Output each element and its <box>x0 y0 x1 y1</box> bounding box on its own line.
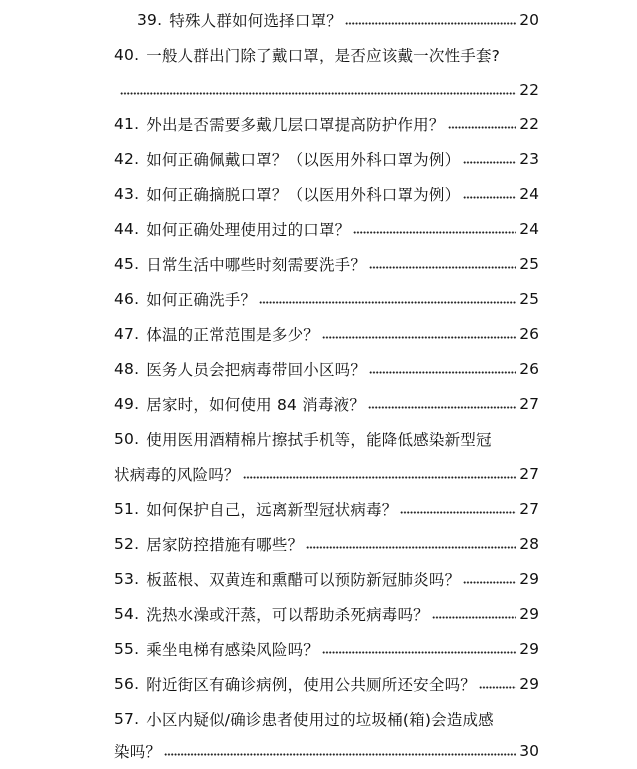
toc-entry-title: 如何正确佩戴口罩？（以医用外科口罩为例） <box>146 150 461 169</box>
toc-entry-53[interactable] <box>114 561 539 596</box>
toc-entry-title: 板蓝根、双黄连和熏醋可以预防新冠肺炎吗？ <box>146 570 461 589</box>
toc-entry-number: 44. <box>114 219 140 238</box>
toc-entry-page: 27 <box>519 499 539 518</box>
toc-entry-title: 洗热水澡或汗蒸，可以帮助杀死病毒吗？ <box>146 605 429 624</box>
toc-entry-51[interactable] <box>114 491 539 526</box>
toc-entry-43[interactable] <box>114 176 539 211</box>
dot-leader <box>120 83 516 97</box>
dot-leader <box>400 502 516 516</box>
toc-entry-number: 47. <box>114 324 140 343</box>
toc-entry-title: 外出是否需要多戴几层口罩提高防护作用？ <box>146 115 445 134</box>
toc-entry-title: 特殊人群如何选择口罩？ <box>169 11 342 30</box>
dot-leader <box>463 152 516 166</box>
toc-entry-title: 居家时，如何使用 84 消毒液？ <box>146 395 366 414</box>
toc-entry-number: 51. <box>114 499 140 518</box>
toc-entry-56[interactable] <box>114 666 539 701</box>
dot-leader <box>448 117 517 131</box>
dot-leader <box>322 642 516 656</box>
toc-entry-page: 20 <box>519 10 539 29</box>
toc-entry-44[interactable] <box>114 211 539 246</box>
toc-entry-title: 如何保护自己，远离新型冠状病毒？ <box>146 500 398 519</box>
toc-entry-number: 53. <box>114 569 140 588</box>
toc-entry-number: 48. <box>114 359 140 378</box>
dot-leader <box>353 222 516 236</box>
toc-entry-page: 26 <box>519 324 539 343</box>
toc-entry-title-continued: 染吗？ <box>114 742 162 761</box>
dot-leader <box>369 362 516 376</box>
dot-leader <box>164 744 516 758</box>
toc-entry-number: 55. <box>114 639 140 658</box>
toc-entry-title: 附近街区有确诊病例，使用公共厕所还安全吗？ <box>146 675 476 694</box>
toc-entry-number: 43. <box>114 184 140 203</box>
dot-leader <box>432 607 516 621</box>
toc-entry-55[interactable] <box>114 631 539 666</box>
toc-entry-number: 52. <box>114 534 140 553</box>
toc-entry-page: 26 <box>519 359 539 378</box>
toc-entry-page: 25 <box>519 254 539 273</box>
toc-entry-number: 42. <box>114 149 140 168</box>
toc-entry-number: 40. <box>114 45 140 64</box>
toc-entry-title: 一般人群出门除了戴口罩，是否应该戴一次性手套? <box>146 46 501 65</box>
toc-entry-page: 28 <box>519 534 539 553</box>
toc-entry-39[interactable] <box>137 2 539 37</box>
toc-entry-title: 医务人员会把病毒带回小区吗？ <box>146 360 367 379</box>
toc-entry-page: 30 <box>519 741 539 760</box>
toc-entry-40[interactable] <box>114 37 539 72</box>
toc-entry-number: 39. <box>137 10 163 29</box>
dot-leader <box>463 572 516 586</box>
dot-leader <box>479 677 516 691</box>
toc-entry-page: 27 <box>519 464 539 483</box>
dot-leader <box>345 13 516 27</box>
toc-entry-number: 54. <box>114 604 140 623</box>
toc-entry-title: 体温的正常范围是多少？ <box>146 325 319 344</box>
toc-entry-page: 29 <box>519 639 539 658</box>
toc-entry-46[interactable] <box>114 281 539 316</box>
toc-entry-page: 24 <box>519 184 539 203</box>
toc-entry-number: 49. <box>114 394 140 413</box>
toc-entry-number: 56. <box>114 674 140 693</box>
toc-entry-page: 29 <box>519 604 539 623</box>
toc-entry-title: 居家防控措施有哪些？ <box>146 535 304 554</box>
dot-leader <box>463 187 516 201</box>
toc-entry-52[interactable] <box>114 526 539 561</box>
toc-entry-47[interactable] <box>114 316 539 351</box>
toc-entry-title: 日常生活中哪些时刻需要洗手？ <box>146 255 367 274</box>
toc-entry-number: 50. <box>114 429 140 448</box>
toc-entry-number: 45. <box>114 254 140 273</box>
dot-leader <box>243 467 517 481</box>
toc-entry-50[interactable] <box>114 421 539 456</box>
toc-entry-title-continued: 状病毒的风险吗？ <box>114 465 240 484</box>
toc-entry-page: 29 <box>519 674 539 693</box>
toc-entry-title: 如何正确处理使用过的口罩？ <box>146 220 351 239</box>
toc-entry-title: 如何正确摘脱口罩？（以医用外科口罩为例） <box>146 185 461 204</box>
toc-entry-number: 41. <box>114 114 140 133</box>
toc-entry-57-continuation[interactable] <box>114 733 539 768</box>
toc-entry-page: 25 <box>519 289 539 308</box>
toc-entry-40-continuation[interactable] <box>114 72 539 107</box>
toc-entry-page: 24 <box>519 219 539 238</box>
toc-entry-48[interactable] <box>114 351 539 386</box>
dot-leader <box>306 537 516 551</box>
toc-entry-number: 57. <box>114 709 140 728</box>
toc-entry-page: 22 <box>519 114 539 133</box>
toc-entry-42[interactable] <box>114 141 539 176</box>
toc-entry-page: 29 <box>519 569 539 588</box>
toc-entry-page: 27 <box>519 394 539 413</box>
toc-entry-number: 46. <box>114 289 140 308</box>
toc-entry-page: 22 <box>519 80 539 99</box>
dot-leader <box>259 292 516 306</box>
toc-entry-57[interactable] <box>114 701 539 736</box>
dot-leader <box>322 327 516 341</box>
toc-entry-title: 小区内疑似/确诊患者使用过的垃圾桶(箱)会造成感 <box>146 710 494 729</box>
toc-entry-49[interactable] <box>114 386 539 421</box>
toc-entry-title: 使用医用酒精棉片擦拭手机等，能降低感染新型冠 <box>146 430 492 449</box>
toc-entry-41[interactable] <box>114 106 539 141</box>
toc-entry-45[interactable] <box>114 246 539 281</box>
toc-entry-50-continuation[interactable] <box>114 456 539 491</box>
toc-entry-title: 如何正确洗手？ <box>146 290 257 309</box>
toc-entry-title: 乘坐电梯有感染风险吗？ <box>146 640 319 659</box>
toc-entry-54[interactable] <box>114 596 539 631</box>
dot-leader <box>368 397 516 411</box>
dot-leader <box>369 257 516 271</box>
toc-entry-page: 23 <box>519 149 539 168</box>
